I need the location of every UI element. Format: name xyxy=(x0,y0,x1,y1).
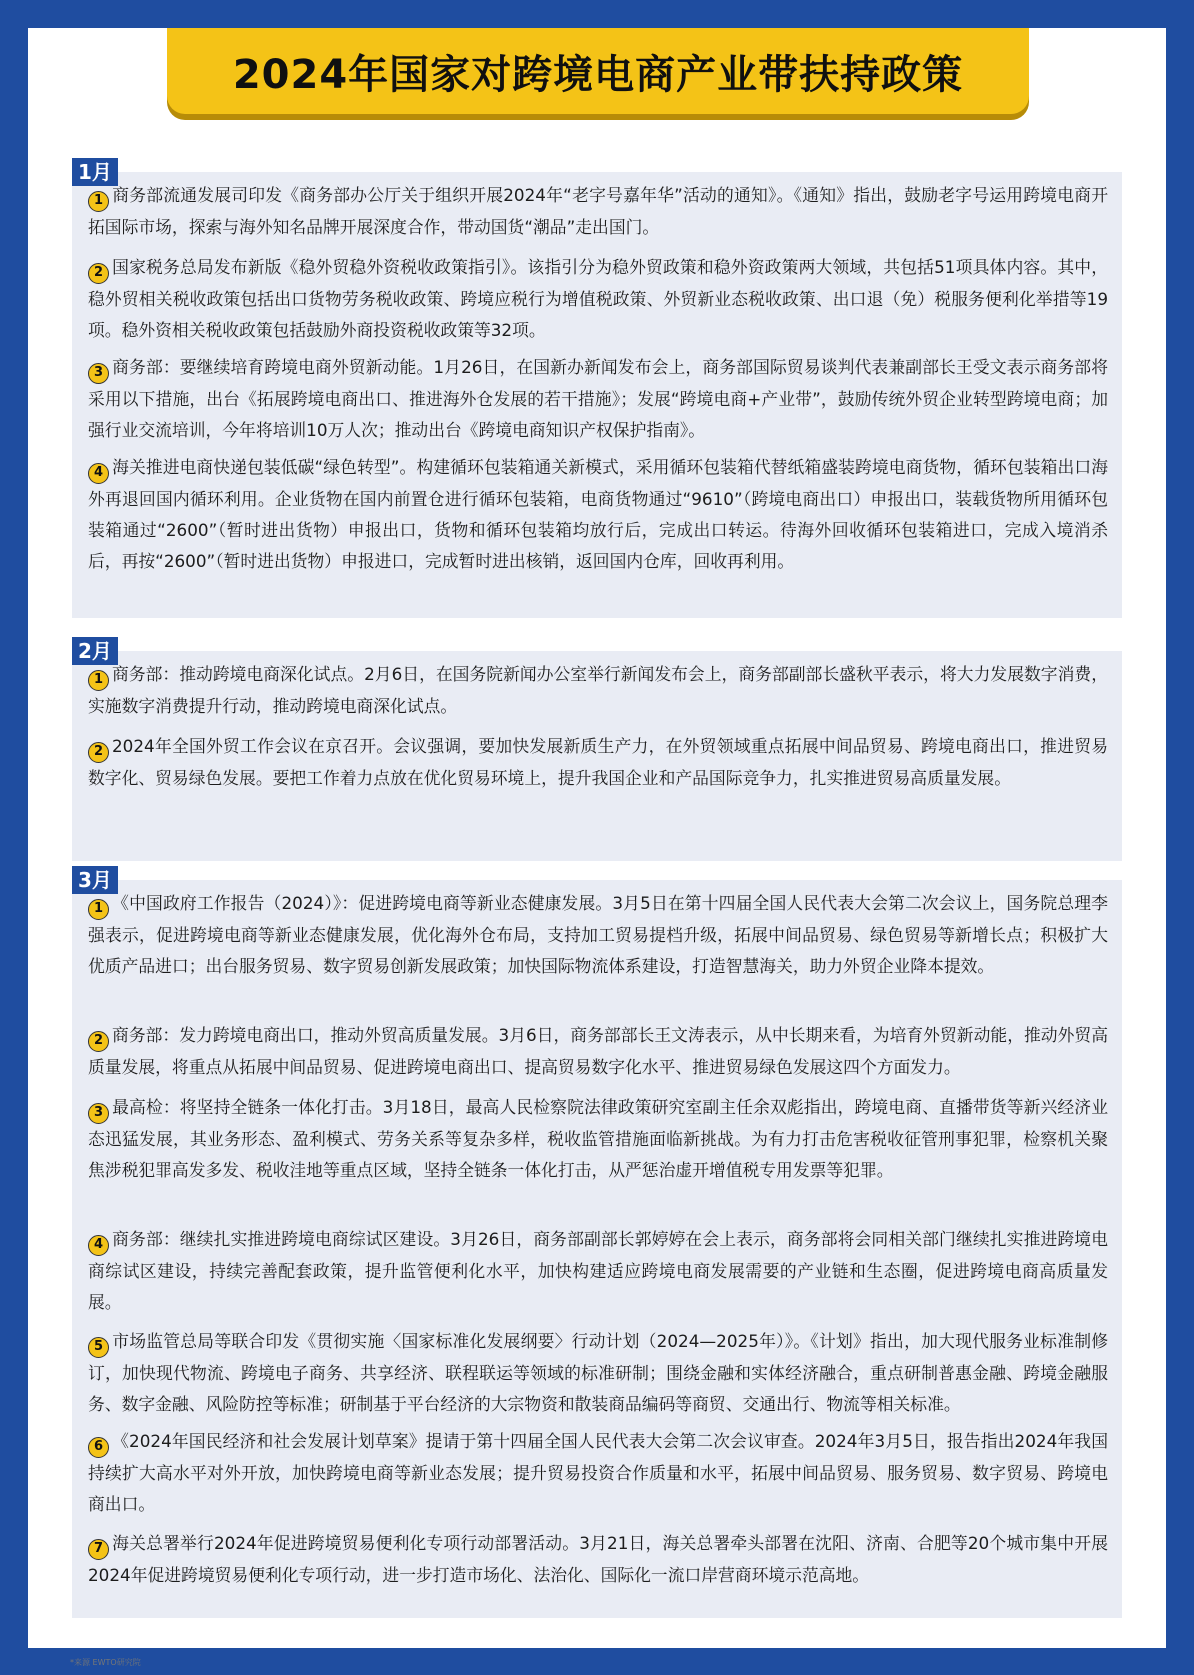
policy-item xyxy=(88,452,1108,577)
month-label: 1月 xyxy=(72,158,118,186)
month-label: 3月 xyxy=(72,866,118,894)
policy-text: 最高检：将坚持全链条一体化打击。3月18日，最高人民检察院法律政策研究室副主任余双彪指出，跨境电商、直播带货等新兴经济业态迅猛发展，其业务形态、盈利模式、劳务关系等复杂多样，税收监管措施面临新挑战。为有力打击危害税收征管刑事犯罪，检察机关聚焦涉税犯罪高发多发、税收洼地等重点区域，坚持全链条一体化打击，从严惩治虚开增值税专用发票等犯罪。 xyxy=(88,1097,1108,1180)
source-note: *来源 EWTO研究院 xyxy=(70,1658,141,1667)
number-badge: 2 xyxy=(88,1031,109,1052)
policy-text: 《中国政府工作报告（2024）》：促进跨境电商等新业态健康发展。3月5日在第十四届全国人民代表大会第二次会议上，国务院总理李强表示，促进跨境电商等新业态健康发展，优化海外仓布局，支持加工贸易提档升级，拓展中间品贸易、绿色贸易等新增长点；积极扩大优质产品进口；出台服务贸易、数字贸易创新发展政策；加快国际物流体系建设，打造智慧海关，助力外贸企业降本提效。 xyxy=(88,893,1108,976)
policy-text: 国家税务总局发布新版《稳外贸稳外资税收政策指引》。该指引分为稳外贸政策和稳外资政策两大领域，共包括51项具体内容。其中，稳外贸相关税收政策包括出口货物劳务税收政策、跨境应税行为增值税政策、外贸新业态税收政策、出口退（免）税服务便利化举措等19项。稳外资相关税收政策包括鼓励外商投资税收政策等32项。 xyxy=(88,257,1108,340)
policy-text: 商务部：发力跨境电商出口，推动外贸高质量发展。3月6日，商务部部长王文涛表示，从中长期来看，为培育外贸新动能，推动外贸高质量发展，将重点从拓展中间品贸易、促进跨境电商出口、提高贸易数字化水平、推进贸易绿色发展这四个方面发力。 xyxy=(88,1025,1108,1077)
policy-item xyxy=(88,252,1108,346)
number-badge: 1 xyxy=(88,670,109,691)
policy-item xyxy=(88,180,1108,243)
policy-item xyxy=(88,888,1108,982)
number-badge: 4 xyxy=(88,1235,109,1256)
policy-text: 海关推进电商快递包装低碳“绿色转型”。构建循环包装箱通关新模式，采用循环包装箱代替纸箱盛装跨境电商货物，循环包装箱出口海外再退回国内循环利用。企业货物在国内前置仓进行循环包装箱，电商货物通过“9610”（跨境电商出口）申报出口，装载货物所用循环包装箱通过“2600”（暂时进出货物）申报出口，货物和循环包装箱均放行后，完成出口转运。待海外回收循环包装箱进口，完成入境消杀后，再按“2600”（暂时进出货物）申报进口，完成暂时进出核销，返回国内仓库，回收再利用。 xyxy=(88,457,1108,571)
policy-text: 市场监管总局等联合印发《贯彻实施〈国家标准化发展纲要〉行动计划（2024—2025年）》。《计划》指出，加大现代服务业标准制修订，加快现代物流、跨境电子商务、共享经济、联程联运等领域的标准研制；围绕金融和实体经济融合，重点研制普惠金融、跨境金融服务、数字金融、风险防控等标准；研制基于平台经济的大宗物资和散装商品编码等商贸、交通出行、物流等相关标准。 xyxy=(88,1331,1108,1414)
policy-item xyxy=(88,352,1108,446)
poster xyxy=(28,28,1166,1667)
policy-text: 商务部：推动跨境电商深化试点。2月6日，在国务院新闻办公室举行新闻发布会上，商务部副部长盛秋平表示，将大力发展数字消费，实施数字消费提升行动，推动跨境电商深化试点。 xyxy=(88,664,1108,716)
number-badge: 2 xyxy=(88,263,109,284)
policy-text: 海关总署举行2024年促进跨境贸易便利化专项行动部署活动。3月21日，海关总署牵头部署在沈阳、济南、合肥等20个城市集中开展2024年促进跨境贸易便利化专项行动，进一步打造市场化、法治化、国际化一流口岸营商环境示范高地。 xyxy=(88,1533,1108,1585)
policy-item xyxy=(88,659,1108,722)
policy-item xyxy=(88,1224,1108,1318)
number-badge: 2 xyxy=(88,742,109,763)
page-title: 2024年国家对跨境电商产业带扶持政策 xyxy=(232,51,964,98)
number-badge: 1 xyxy=(88,191,109,212)
policy-item xyxy=(88,1426,1108,1520)
policy-item xyxy=(88,1020,1108,1083)
number-badge: 3 xyxy=(88,363,109,384)
policy-item xyxy=(88,1092,1108,1186)
policy-text: 2024年全国外贸工作会议在京召开。会议强调，要加快发展新质生产力，在外贸领域重点拓展中间品贸易、跨境电商出口，推进贸易数字化、贸易绿色发展。要把工作着力点放在优化贸易环境上，提升我国企业和产品国际竞争力，扎实推进贸易高质量发展。 xyxy=(88,736,1108,788)
title-banner xyxy=(167,28,1029,114)
number-badge: 1 xyxy=(88,899,109,920)
policy-item xyxy=(88,731,1108,794)
policy-text: 《2024年国民经济和社会发展计划草案》提请于第十四届全国人民代表大会第二次会议审查。2024年3月5日，报告指出2024年我国持续扩大高水平对外开放，加快跨境电商等新业态发展；提升贸易投资合作质量和水平，拓展中间品贸易、服务贸易、数字贸易、跨境电商出口。 xyxy=(88,1431,1108,1514)
policy-item xyxy=(88,1528,1108,1591)
policy-item xyxy=(88,1326,1108,1420)
number-badge: 4 xyxy=(88,463,109,484)
policy-text: 商务部：要继续培育跨境电商外贸新动能。1月26日，在国新办新闻发布会上，商务部国际贸易谈判代表兼副部长王受文表示商务部将采用以下措施，出台《拓展跨境电商出口、推进海外仓发展的若干措施》；发展“跨境电商+产业带”，鼓励传统外贸企业转型跨境电商；加强行业交流培训，今年将培训10万人次；推动出台《跨境电商知识产权保护指南》。 xyxy=(88,357,1108,440)
number-badge: 7 xyxy=(88,1539,109,1560)
month-label: 2月 xyxy=(72,637,118,665)
number-badge: 6 xyxy=(88,1437,109,1458)
policy-text: 商务部流通发展司印发《商务部办公厅关于组织开展2024年“老字号嘉年华”活动的通知》。《通知》指出，鼓励老字号运用跨境电商开拓国际市场，探索与海外知名品牌开展深度合作，带动国货“潮品”走出国门。 xyxy=(88,185,1108,237)
number-badge: 3 xyxy=(88,1103,109,1124)
policy-text: 商务部：继续扎实推进跨境电商综试区建设。3月26日，商务部副部长郭婷婷在会上表示，商务部将会同相关部门继续扎实推进跨境电商综试区建设，持续完善配套政策，提升监管便利化水平，加快构建适应跨境电商发展需要的产业链和生态圈，促进跨境电商高质量发展。 xyxy=(88,1229,1108,1312)
number-badge: 5 xyxy=(88,1337,109,1358)
